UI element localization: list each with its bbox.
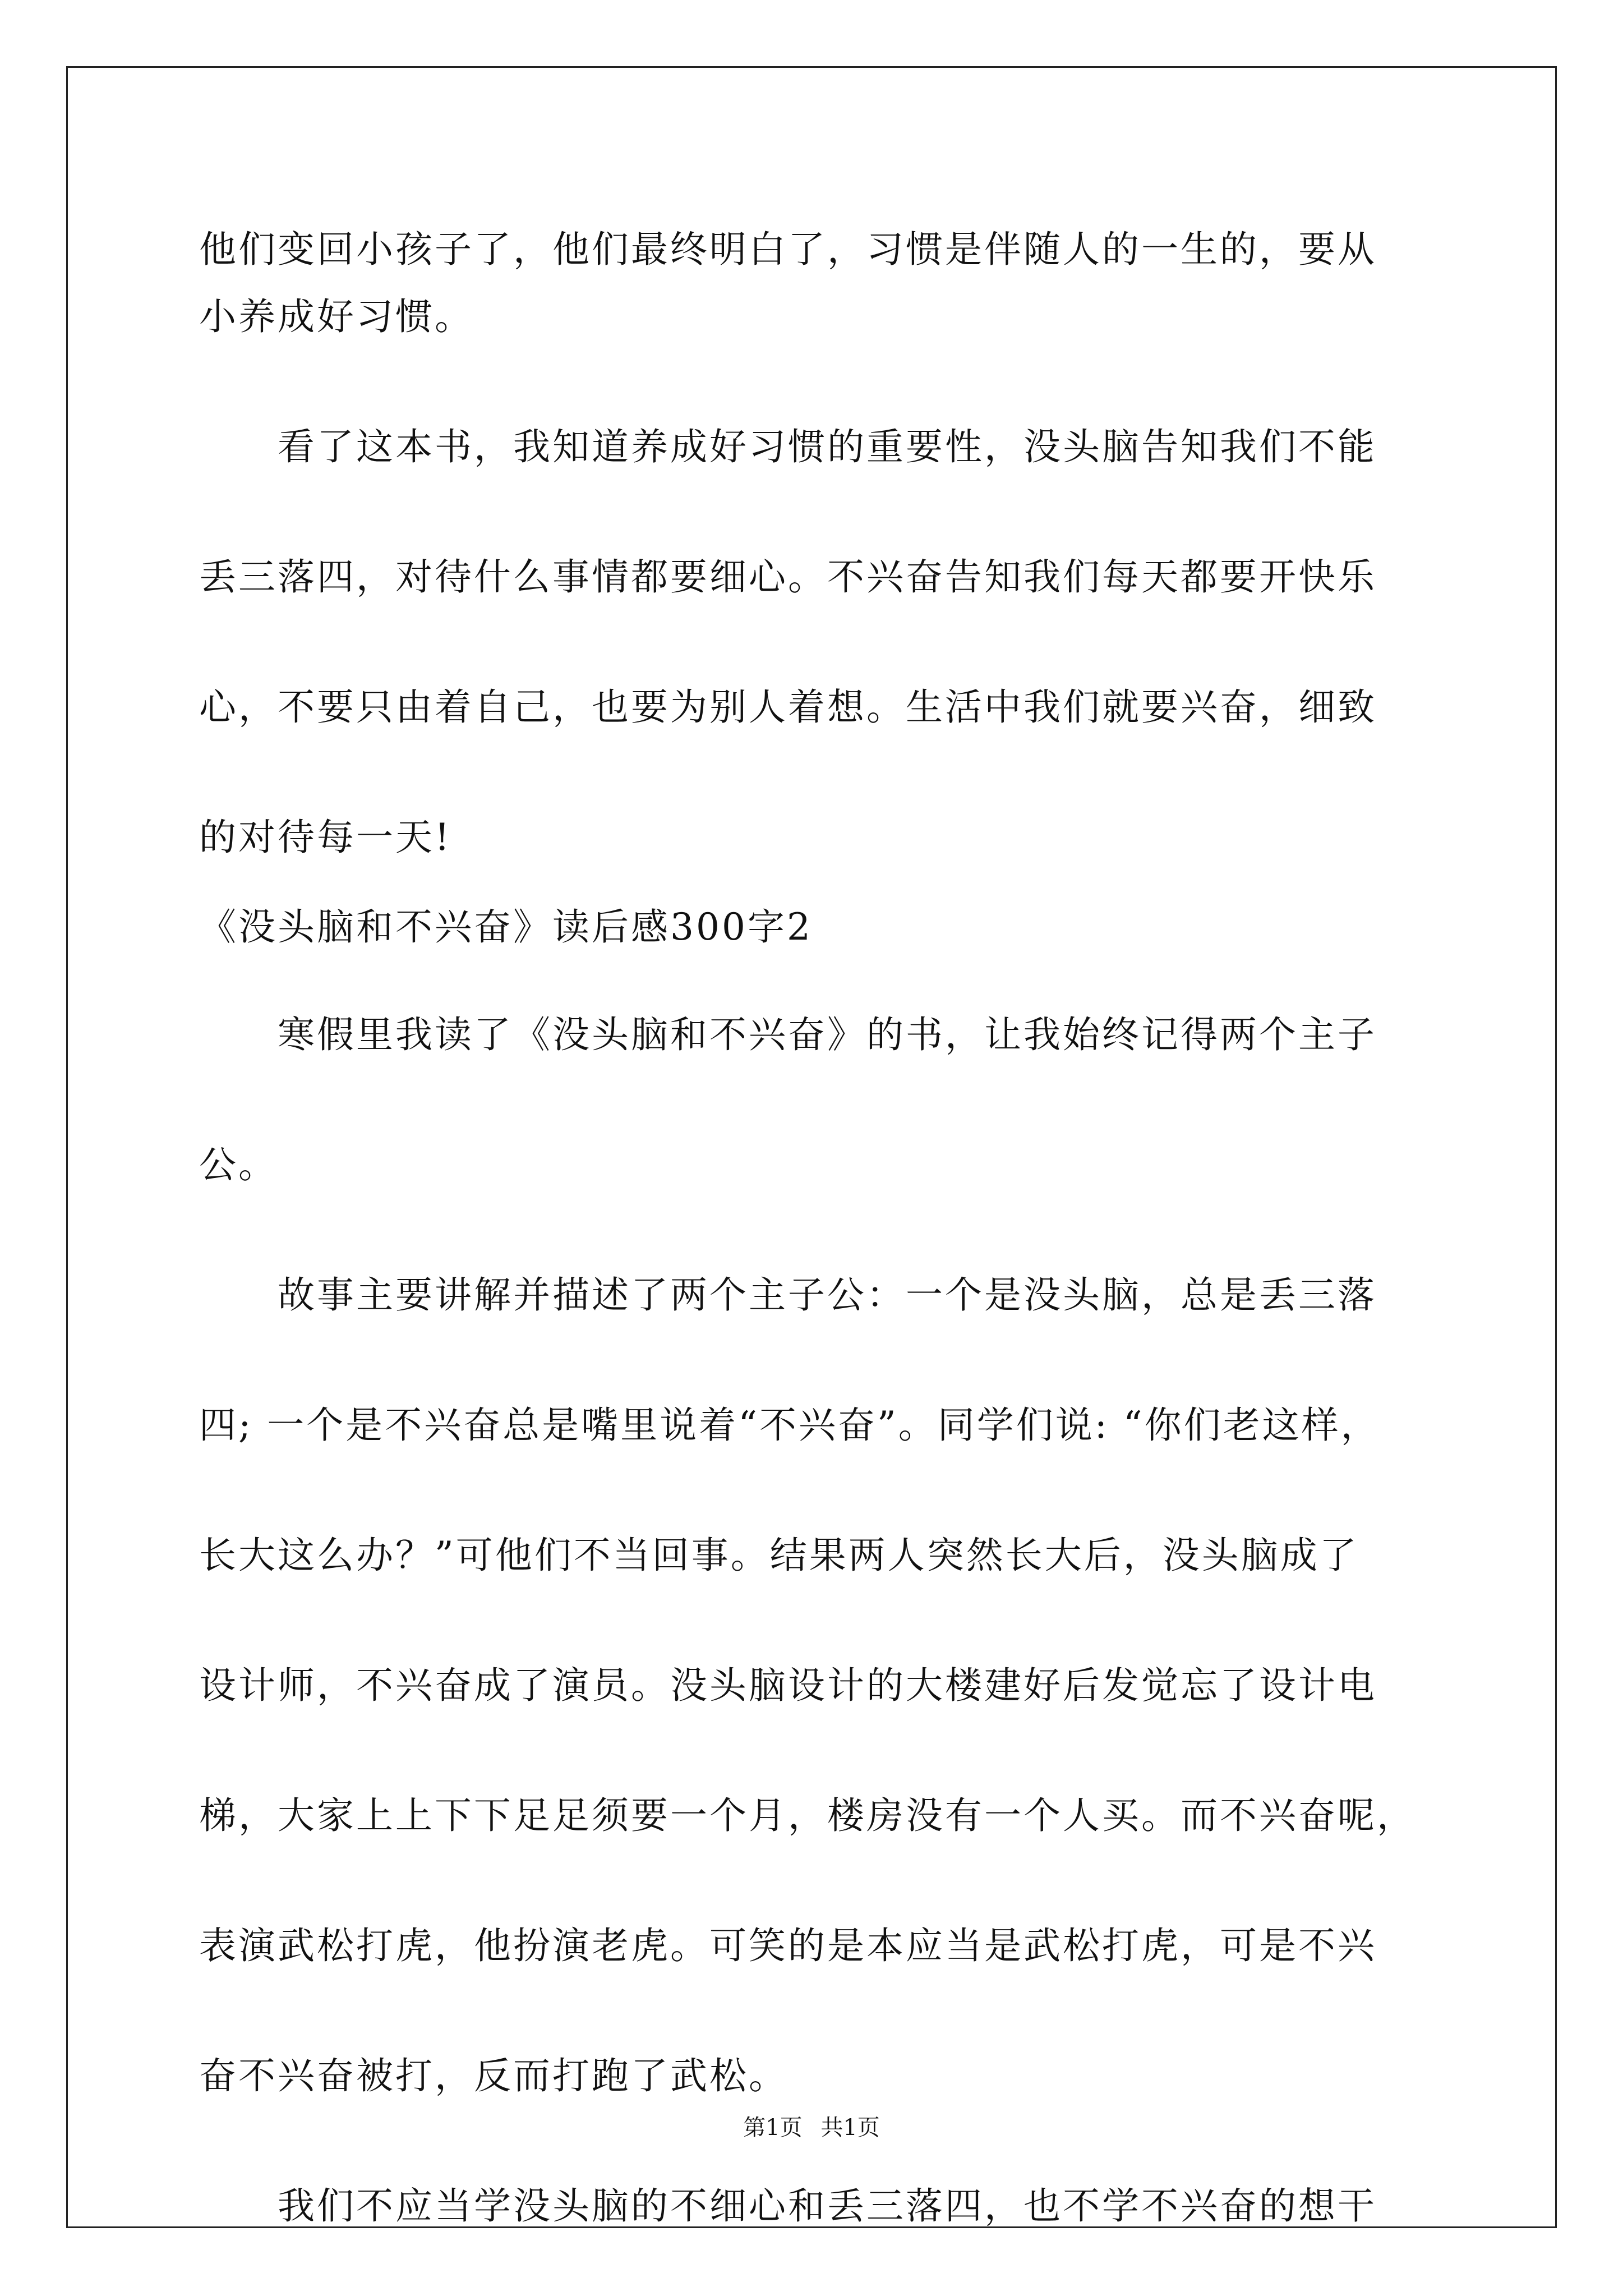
text-line: 我们不应当学没头脑的不细心和丢三落四，也不学不兴奋的想干 [278,2184,1377,2228]
text-line: 小养成好习惯。 [199,295,474,338]
text-line: 他们变回小孩子了，他们最终明白了，习惯是伴随人的一生的，要从 [199,228,1377,271]
page-number: 第1页 [743,2115,803,2141]
text-line: 丢三落四，对待什么事情都要细心。不兴奋告知我们每天都要开快乐 [199,555,1377,599]
text-line: 四; 一个是不兴奋总是嘴里说着“不兴奋”。同学们说: “你们老这样， [199,1404,1380,1447]
text-line: 看了这本书，我知道养成好习惯的重要性，没头脑告知我们不能 [278,425,1377,468]
text-line: 寒假里我读了《没头脑和不兴奋》的书，让我始终记得两个主子 [278,1013,1377,1056]
page-footer [0,2114,1623,2142]
text-line: 的对待每一天! [199,816,452,859]
page-total: 共1页 [820,2115,880,2141]
section-heading: 《没头脑和不兴奋》读后感300字2 [199,905,813,949]
text-line: 心，不要只由着自己，也要为别人着想。生活中我们就要兴奋，细致 [199,685,1377,729]
text-line: 公。 [199,1143,278,1186]
text-line: 长大这么办？”可他们不当回事。结果两人突然长大后，没头脑成了 [199,1534,1359,1577]
document-body [199,216,1427,2240]
text-line: 故事主要讲解并描述了两个主子公：一个是没头脑，总是丢三落 [278,1273,1377,1317]
text-line: 表演武松打虎，他扮演老虎。可笑的是本应当是武松打虎，可是不兴 [199,1924,1377,1967]
text-line: 奋不兴奋被打，反而打跑了武松。 [199,2054,788,2097]
text-line: 设计师，不兴奋成了演员。没头脑设计的大楼建好后发觉忘了设计电 [199,1664,1377,1707]
text-line: 梯，大家上上下下足足须要一个月，楼房没有一个人买。而不兴奋呢， [199,1794,1416,1837]
